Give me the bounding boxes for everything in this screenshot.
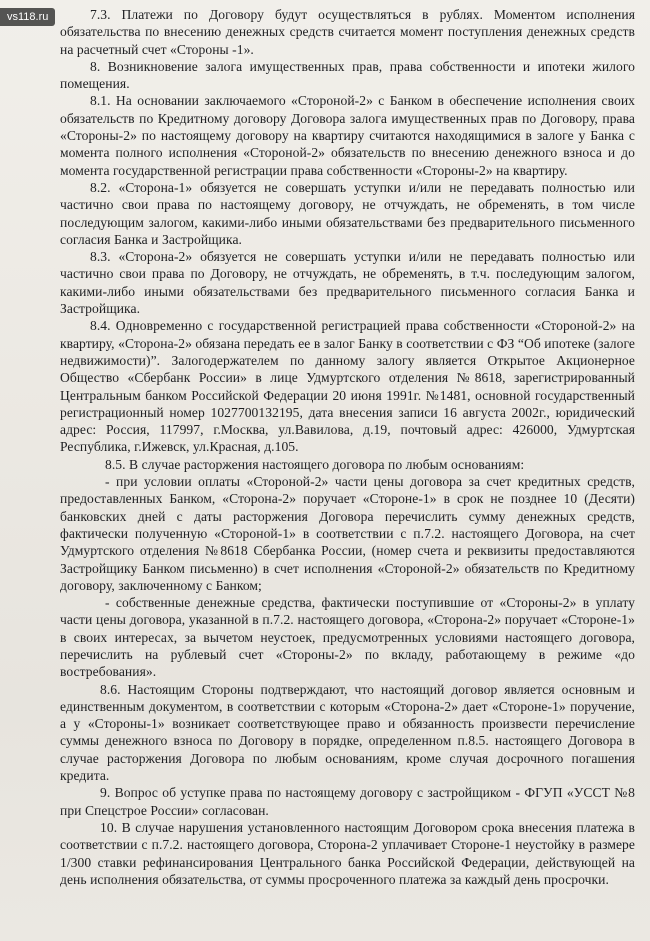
document-body bbox=[60, 6, 635, 888]
clause-8-4: 8.4. Одновременно с государственной регистрацией права собственности «Стороной-2» на квартиру, «Сторона-2» обязана передать ее в залог Банку в соответствии с ФЗ “Об ипотеке (залоге недвижимости)”. Залогодержателем по данному залогу является Открытое Акционерное Общество «Сбербанк России» в лице Удмуртского отделения №8618, зарегистрированный Центральным банком Российской Федерации 20 июня 1991г. №1481, основной государственный регистрационный номер 1027700132195, дата внесения записи 16 августа 2002г., юридический адрес: Россия, 117997, г.Москва, ул.Вавилова, д.19, почтовый адрес: 426000, Удмуртская Республика, г.Ижевск, ул.Красная, д.105. bbox=[60, 318, 635, 455]
clause-9: 9. Вопрос об уступке права по настоящему договору с застройщиком - ФГУП «УССТ №8 при Спецстрое России» согласован. bbox=[60, 785, 635, 818]
clause-8-2: 8.2. «Сторона-1» обязуется не совершать уступки и/или не передавать полностью или частично свои права по настоящему договору, не отчуждать, не обременять, в том числе последующим залогом, какими-либо иными обязательствами без предварительного письменного согласия Банка и Застройщика. bbox=[60, 179, 635, 247]
clause-8-1: 8.1. На основании заключаемого «Стороной-2» с Банком в обеспечение исполнения своих обязательств по Кредитному договору Договора залога имущественных прав по Договору, права «Стороны-2» по настоящему договору на квартиру считаются находящимися в залоге у Банка с момента полного исполнения «Стороной-2» обязательств по внесению денежного взноса и до момента государственной регистрации права собственности «Стороны-2» на квартиру. bbox=[60, 93, 635, 178]
clause-8-5-item-own-funds: - собственные денежные средства, фактически поступившие от «Стороны-2» в уплату части цены договора, указанной в п.7.2. настоящего договора, «Сторона-2» поручает «Стороне-1» в своих интересах, за вычетом неустоек, предусмотренных условиями настоящего договора, перечислить на рублевый счет «Стороны-2» по вкладу, работающему в режиме «до востребования». bbox=[60, 595, 635, 680]
clause-7-3: 7.3. Платежи по Договору будут осуществляться в рублях. Моментом исполнения обязательства по внесению денежных средств считается момент поступления денежных средств на расчетный счет «Стороны -1». bbox=[60, 7, 635, 57]
site-watermark: vs118.ru bbox=[0, 8, 55, 26]
clause-8-5-item-credit: - при условии оплаты «Стороной-2» части цены договора за счет кредитных средств, предоставленных Банком, «Сторона-2» поручает «Стороне-1» в срок не позднее 10 (Десяти) банковских дней с даты расторжения Договора перечислить сумму денежных средств, фактически полученную «Стороной-1» в соответствии с п.7.2. настоящего Договора, на счет Удмуртского отделения №8618 Сбербанка России, (номер счета и реквизиты предоставляются Застройщику Банком письменно) в счет исполнения «Стороной-2» обязательств по Кредитному договору, заключенному с Банком; bbox=[60, 474, 635, 593]
clause-10: 10. В случае нарушения установленного настоящим Договором срока внесения платежа в соответствии с п.7.2. настоящего договора, Сторона-2 уплачивает Стороне-1 неустойку в размере 1/300 ставки рефинансирования Центрального банка Российской Федерации, действующей на день исполнения обязательства, от суммы просроченного платежа за каждый день просрочки. bbox=[60, 819, 635, 887]
clause-8-heading: 8. Возникновение залога имущественных прав, права собственности и ипотеки жилого помещения. bbox=[60, 58, 635, 92]
clause-8-3: 8.3. «Сторона-2» обязуется не совершать уступки и/или не передавать полностью или частично свои права по Договору, не отчуждать, не обременять, в т.ч. последующим залогом, какими-либо иными обязательствами без предварительного письменного согласия Банка и Застройщика. bbox=[60, 249, 635, 317]
clause-8-6: 8.6. Настоящим Стороны подтверждают, что настоящий договор является основным и единственным документом, в соответствии с которым «Сторона-2» дает «Стороне-1» поручение, а у «Стороны-1» возникает соответствующее право и обязанность произвести перечисление суммы денежного взноса по Договору в порядке, определенном п.8.5. настоящего Договора в случае расторжения Договора по любым основаниям, кроме случая досрочного погашения кредита. bbox=[60, 681, 635, 784]
clause-8-5: 8.5. В случае расторжения настоящего договора по любым основаниям: bbox=[105, 456, 525, 472]
